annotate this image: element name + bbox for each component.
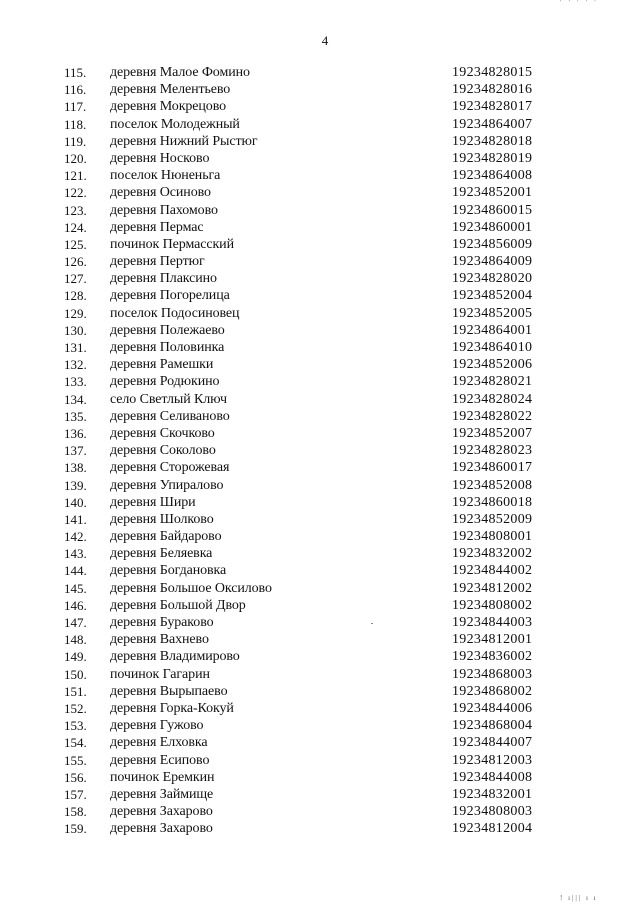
item-number: 117. <box>64 99 87 115</box>
list-item <box>0 305 640 322</box>
settlement-name: деревня Богдановка <box>110 563 227 579</box>
settlement-name: деревня Шири <box>110 494 196 510</box>
oktmo-code: 19234844006 <box>452 700 533 716</box>
list-item <box>0 494 640 511</box>
settlement-name: деревня Нижний Рыстюг <box>110 133 258 149</box>
list-item <box>0 425 640 442</box>
oktmo-code: 19234828018 <box>452 133 533 149</box>
item-number: 148. <box>64 632 87 648</box>
oktmo-code: 19234828019 <box>452 150 533 166</box>
settlement-name: деревня Полежаево <box>110 322 225 338</box>
item-number: 120. <box>64 150 87 166</box>
settlement-name: деревня Рамешки <box>110 357 214 373</box>
list-item <box>0 648 640 665</box>
list-item <box>0 803 640 820</box>
item-number: 135. <box>64 408 87 424</box>
oktmo-code: 19234832001 <box>452 786 533 802</box>
oktmo-code: 19234868003 <box>452 666 533 682</box>
item-number: 116. <box>64 82 87 98</box>
settlement-name: деревня Пахомово <box>110 202 218 218</box>
list-item <box>0 717 640 734</box>
oktmo-code: 19234808001 <box>452 529 533 545</box>
item-number: 118. <box>64 116 87 132</box>
item-number: 132. <box>64 357 87 373</box>
settlement-name: деревня Осиново <box>110 185 211 201</box>
list-item <box>0 202 640 219</box>
list-item <box>0 769 640 786</box>
item-number: 143. <box>64 546 87 562</box>
list-item <box>0 477 640 494</box>
oktmo-code: 19234852006 <box>452 357 533 373</box>
list-item <box>0 133 640 150</box>
list-item <box>0 98 640 115</box>
settlement-name: деревня Займище <box>110 786 214 802</box>
settlement-name: деревня Плаксино <box>110 271 217 287</box>
list-item <box>0 631 640 648</box>
oktmo-code: 19234852001 <box>452 185 533 201</box>
list-item <box>0 287 640 304</box>
settlement-name: деревня Селиваново <box>110 408 230 424</box>
oktmo-code: 19234828020 <box>452 271 533 287</box>
list-item <box>0 408 640 425</box>
list-item <box>0 752 640 769</box>
item-number: 126. <box>64 254 87 270</box>
oktmo-code: 19234812001 <box>452 632 533 648</box>
scan-artifact-top: ' ' ' ' ' <box>560 0 599 6</box>
oktmo-code: 19234864001 <box>452 322 533 338</box>
scan-artifact-bottom: ! ı||| ı ı <box>560 894 598 902</box>
oktmo-code: 19234856009 <box>452 236 533 252</box>
settlement-name: деревня Носково <box>110 150 210 166</box>
list-item <box>0 270 640 287</box>
item-number: 130. <box>64 322 87 338</box>
settlement-name: деревня Бураково <box>110 615 214 630</box>
settlement-list <box>0 64 640 837</box>
settlement-name: починок Пермасский <box>110 236 234 252</box>
item-number: 129. <box>64 305 87 321</box>
settlement-name: деревня Родюкино <box>110 374 220 390</box>
settlement-name: деревня Сторожевая <box>110 460 230 476</box>
item-number: 146. <box>64 597 87 613</box>
item-number: 133. <box>64 374 87 390</box>
list-item <box>0 373 640 390</box>
oktmo-code: 19234828017 <box>452 99 533 115</box>
item-number: 151. <box>64 683 87 699</box>
oktmo-code: 19234844002 <box>452 563 533 579</box>
scan-speck <box>371 623 373 624</box>
list-item <box>0 253 640 270</box>
item-number: 138. <box>64 460 87 476</box>
list-item <box>0 597 640 614</box>
list-item <box>0 322 640 339</box>
list-item <box>0 820 640 837</box>
item-number: 154. <box>64 735 87 751</box>
settlement-name: деревня Беляевка <box>110 546 213 562</box>
oktmo-code: 19234864007 <box>452 116 533 132</box>
oktmo-code: 19234868004 <box>452 718 533 734</box>
settlement-name: деревня Шолково <box>110 511 214 527</box>
item-number: 147. <box>64 615 87 630</box>
settlement-name: село Светлый Ключ <box>110 391 227 407</box>
oktmo-code: 19234812003 <box>452 752 533 768</box>
settlement-name: починок Гагарин <box>110 666 210 682</box>
list-item <box>0 528 640 545</box>
settlement-name: деревня Малое Фомино <box>110 65 250 80</box>
item-number: 128. <box>64 288 87 304</box>
item-number: 125. <box>64 236 87 252</box>
settlement-name: деревня Упиралово <box>110 477 224 493</box>
settlement-name: деревня Горка-Кокуй <box>110 700 234 716</box>
oktmo-code: 19234852008 <box>452 477 533 493</box>
settlement-name: деревня Вырыпаево <box>110 683 228 699</box>
oktmo-code: 19234828016 <box>452 82 533 98</box>
settlement-name: деревня Половинка <box>110 340 225 355</box>
list-item <box>0 442 640 459</box>
oktmo-code: 19234828023 <box>452 443 533 459</box>
list-item <box>0 81 640 98</box>
item-number: 127. <box>64 271 87 287</box>
list-item <box>0 339 640 356</box>
oktmo-code: 19234828024 <box>452 391 533 407</box>
oktmo-code: 19234864010 <box>452 340 533 355</box>
settlement-name: деревня Пертюг <box>110 254 205 270</box>
item-number: 158. <box>64 804 87 820</box>
settlement-name: поселок Молодежный <box>110 116 240 132</box>
item-number: 144. <box>64 563 87 579</box>
settlement-name: деревня Пермас <box>110 219 204 235</box>
list-item <box>0 167 640 184</box>
oktmo-code: 19234844007 <box>452 735 533 751</box>
oktmo-code: 19234836002 <box>452 649 533 665</box>
item-number: 134. <box>64 391 87 407</box>
settlement-name: деревня Захарово <box>110 804 213 820</box>
list-item <box>0 580 640 597</box>
oktmo-code: 19234808002 <box>452 597 533 613</box>
list-item <box>0 356 640 373</box>
oktmo-code: 19234852007 <box>452 425 533 441</box>
settlement-name: деревня Вахнево <box>110 632 209 648</box>
list-item <box>0 236 640 253</box>
oktmo-code: 19234852004 <box>452 288 533 304</box>
settlement-name: деревня Большое Оксилово <box>110 580 272 596</box>
settlement-name: деревня Владимирово <box>110 649 240 665</box>
oktmo-code: 19234860001 <box>452 219 533 235</box>
oktmo-code: 19234864008 <box>452 168 533 184</box>
settlement-name: деревня Гужово <box>110 718 204 734</box>
oktmo-code: 19234828015 <box>452 65 533 80</box>
settlement-name: поселок Подосиновец <box>110 305 240 321</box>
settlement-name: деревня Мелентьево <box>110 82 231 98</box>
settlement-name: деревня Погорелица <box>110 288 230 304</box>
oktmo-code: 19234828022 <box>452 408 533 424</box>
oktmo-code: 19234844003 <box>452 615 533 630</box>
oktmo-code: 19234852005 <box>452 305 533 321</box>
settlement-name: деревня Байдарово <box>110 529 222 545</box>
page-number: 4 <box>321 33 329 48</box>
settlement-name: деревня Захарово <box>110 821 213 837</box>
settlement-name: деревня Елховка <box>110 735 208 751</box>
item-number: 119. <box>64 133 87 149</box>
item-number: 142. <box>64 529 87 545</box>
oktmo-code: 19234860015 <box>452 202 533 218</box>
list-item <box>0 64 640 81</box>
item-number: 124. <box>64 219 87 235</box>
settlement-name: деревня Большой Двор <box>110 597 246 613</box>
list-item <box>0 786 640 803</box>
settlement-name: починок Еремкин <box>110 769 215 785</box>
item-number: 137. <box>64 443 87 459</box>
item-number: 155. <box>64 752 87 768</box>
settlement-name: деревня Соколово <box>110 443 216 459</box>
item-number: 140. <box>64 494 87 510</box>
list-item <box>0 734 640 751</box>
item-number: 159. <box>64 821 87 837</box>
item-number: 145. <box>64 580 87 596</box>
item-number: 122. <box>64 185 87 201</box>
list-item <box>0 562 640 579</box>
list-item <box>0 700 640 717</box>
list-item <box>0 683 640 700</box>
list-item <box>0 511 640 528</box>
item-number: 153. <box>64 718 87 734</box>
oktmo-code: 19234812004 <box>452 821 533 837</box>
oktmo-code: 19234844008 <box>452 769 533 785</box>
oktmo-code: 19234860018 <box>452 494 533 510</box>
list-item <box>0 116 640 133</box>
item-number: 115. <box>64 65 87 80</box>
oktmo-code: 19234864009 <box>452 254 533 270</box>
item-number: 149. <box>64 649 87 665</box>
settlement-name: поселок Нюненьга <box>110 168 221 184</box>
item-number: 156. <box>64 769 87 785</box>
oktmo-code: 19234852009 <box>452 511 533 527</box>
list-item <box>0 666 640 683</box>
list-item <box>0 614 640 631</box>
item-number: 157. <box>64 786 87 802</box>
item-number: 123. <box>64 202 87 218</box>
item-number: 136. <box>64 425 87 441</box>
list-item <box>0 459 640 476</box>
list-item <box>0 150 640 167</box>
list-item <box>0 184 640 201</box>
oktmo-code: 19234868002 <box>452 683 533 699</box>
oktmo-code: 19234860017 <box>452 460 533 476</box>
item-number: 150. <box>64 666 87 682</box>
item-number: 139. <box>64 477 87 493</box>
settlement-name: деревня Мокрецово <box>110 99 227 115</box>
settlement-name: деревня Есипово <box>110 752 210 768</box>
oktmo-code: 19234808003 <box>452 804 533 820</box>
list-item <box>0 391 640 408</box>
oktmo-code: 19234832002 <box>452 546 533 562</box>
settlement-name: деревня Скочково <box>110 425 215 441</box>
item-number: 141. <box>64 511 87 527</box>
oktmo-code: 19234828021 <box>452 374 533 390</box>
item-number: 131. <box>64 340 87 355</box>
item-number: 152. <box>64 700 87 716</box>
oktmo-code: 19234812002 <box>452 580 533 596</box>
list-item <box>0 545 640 562</box>
list-item <box>0 219 640 236</box>
item-number: 121. <box>64 168 87 184</box>
